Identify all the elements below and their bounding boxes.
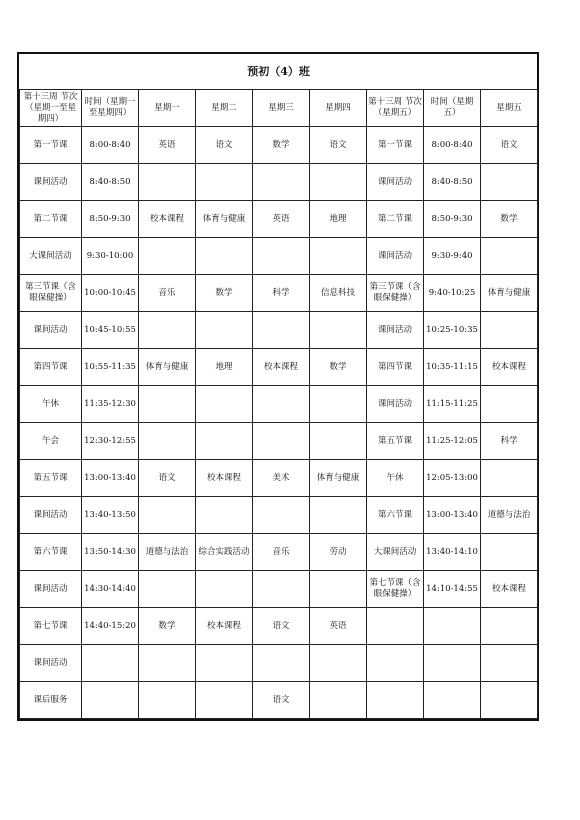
table-cell: 10:25-10:35 — [424, 312, 481, 349]
table-cell — [367, 608, 424, 645]
table-cell: 第五节课 — [367, 423, 424, 460]
page-title: 预初（4）班 — [20, 54, 538, 90]
table-cell: 课间活动 — [367, 238, 424, 275]
table-cell: 体育与健康 — [139, 349, 196, 386]
header-cell: 星期五 — [481, 90, 538, 127]
table-cell — [310, 682, 367, 719]
table-cell: 英语 — [139, 127, 196, 164]
table-cell: 第三节课（含眼保健操） — [20, 275, 82, 312]
table-row — [20, 164, 538, 201]
table-row — [20, 645, 538, 682]
table-cell: 第五节课 — [20, 460, 82, 497]
table-cell — [139, 571, 196, 608]
table-cell: 语文 — [481, 127, 538, 164]
table-cell — [310, 645, 367, 682]
table-cell: 8:50-9:30 — [82, 201, 139, 238]
table-cell: 数学 — [253, 127, 310, 164]
table-cell — [253, 238, 310, 275]
table-cell — [310, 238, 367, 275]
table-cell — [253, 312, 310, 349]
table-cell: 课间活动 — [367, 386, 424, 423]
table-row — [20, 386, 538, 423]
table-cell — [481, 682, 538, 719]
table-cell — [139, 423, 196, 460]
table-cell: 14:10-14:55 — [424, 571, 481, 608]
table-cell — [253, 386, 310, 423]
table-cell: 9:40-10:25 — [424, 275, 481, 312]
table-cell: 课间活动 — [20, 645, 82, 682]
table-cell: 8:00-8:40 — [82, 127, 139, 164]
table-cell — [139, 312, 196, 349]
table-cell: 体育与健康 — [196, 201, 253, 238]
table-row — [20, 497, 538, 534]
table-cell: 9:30-9:40 — [424, 238, 481, 275]
table-cell: 第四节课 — [367, 349, 424, 386]
timetable-sheet — [17, 52, 539, 721]
table-cell: 8:40-8:50 — [424, 164, 481, 201]
table-cell — [310, 312, 367, 349]
table-cell — [196, 312, 253, 349]
table-cell: 课间活动 — [20, 497, 82, 534]
header-cell: 第十三周 节次（星期一至星期四） — [20, 90, 82, 127]
table-cell — [196, 423, 253, 460]
table-cell: 校本课程 — [481, 349, 538, 386]
table-cell: 语文 — [253, 608, 310, 645]
table-cell: 道德与法治 — [139, 534, 196, 571]
table-cell — [481, 460, 538, 497]
table-row — [20, 349, 538, 386]
table-cell: 第四节课 — [20, 349, 82, 386]
table-cell: 第一节课 — [367, 127, 424, 164]
table-cell — [253, 571, 310, 608]
table-cell: 数学 — [310, 349, 367, 386]
header-cell: 星期四 — [310, 90, 367, 127]
table-cell: 课间活动 — [20, 571, 82, 608]
table-cell — [424, 682, 481, 719]
table-row — [20, 571, 538, 608]
table-cell — [481, 312, 538, 349]
table-row — [20, 460, 538, 497]
table-cell: 校本课程 — [481, 571, 538, 608]
table-cell: 课间活动 — [367, 312, 424, 349]
table-cell — [196, 497, 253, 534]
table-cell: 第六节课 — [20, 534, 82, 571]
table-cell — [310, 571, 367, 608]
table-cell: 课后服务 — [20, 682, 82, 719]
table-cell — [253, 645, 310, 682]
table-cell — [82, 645, 139, 682]
table-cell: 课间活动 — [20, 312, 82, 349]
table-cell — [424, 645, 481, 682]
table-cell: 12:05-13:00 — [424, 460, 481, 497]
table-cell: 校本课程 — [196, 608, 253, 645]
table-cell: 信息科技 — [310, 275, 367, 312]
table-cell — [196, 238, 253, 275]
table-cell: 综合实践活动 — [196, 534, 253, 571]
timetable — [19, 54, 538, 719]
table-cell — [481, 608, 538, 645]
table-cell: 13:40-14:10 — [424, 534, 481, 571]
table-cell: 数学 — [481, 201, 538, 238]
table-cell — [481, 238, 538, 275]
table-cell: 第七节课（含眼保健操） — [367, 571, 424, 608]
table-row — [20, 608, 538, 645]
table-cell: 科学 — [253, 275, 310, 312]
table-cell: 校本课程 — [139, 201, 196, 238]
table-cell — [82, 682, 139, 719]
table-cell: 体育与健康 — [310, 460, 367, 497]
table-cell — [481, 164, 538, 201]
header-cell: 星期三 — [253, 90, 310, 127]
table-cell: 大课间活动 — [20, 238, 82, 275]
header-cell: 第十三周 节次（星期五） — [367, 90, 424, 127]
table-row — [20, 127, 538, 164]
table-cell — [139, 645, 196, 682]
table-cell: 第二节课 — [20, 201, 82, 238]
table-cell: 道德与法治 — [481, 497, 538, 534]
table-cell — [139, 497, 196, 534]
table-cell: 8:00-8:40 — [424, 127, 481, 164]
table-cell: 科学 — [481, 423, 538, 460]
table-cell — [481, 534, 538, 571]
table-cell: 大课间活动 — [367, 534, 424, 571]
table-cell: 午会 — [20, 423, 82, 460]
table-cell: 英语 — [310, 608, 367, 645]
table-cell: 地理 — [310, 201, 367, 238]
table-cell: 第二节课 — [367, 201, 424, 238]
table-cell — [481, 645, 538, 682]
table-cell — [310, 497, 367, 534]
table-cell: 8:50-9:30 — [424, 201, 481, 238]
table-cell: 10:00-10:45 — [82, 275, 139, 312]
table-cell — [424, 608, 481, 645]
table-cell: 13:00-13:40 — [82, 460, 139, 497]
table-cell: 11:25-12:05 — [424, 423, 481, 460]
table-cell: 11:35-12:30 — [82, 386, 139, 423]
table-cell — [139, 164, 196, 201]
table-cell — [310, 386, 367, 423]
header-cell: 星期二 — [196, 90, 253, 127]
table-cell: 语文 — [253, 682, 310, 719]
table-cell: 数学 — [139, 608, 196, 645]
table-cell — [196, 386, 253, 423]
table-cell: 14:30-14:40 — [82, 571, 139, 608]
table-row — [20, 423, 538, 460]
table-cell: 午休 — [367, 460, 424, 497]
table-cell — [196, 164, 253, 201]
table-cell: 语文 — [310, 127, 367, 164]
table-cell — [139, 238, 196, 275]
table-cell: 课间活动 — [367, 164, 424, 201]
table-row — [20, 312, 538, 349]
table-cell: 第七节课 — [20, 608, 82, 645]
table-cell — [139, 682, 196, 719]
table-cell: 第三节课（含眼保健操） — [367, 275, 424, 312]
table-cell: 课间活动 — [20, 164, 82, 201]
table-cell: 10:35-11:15 — [424, 349, 481, 386]
table-cell: 语文 — [139, 460, 196, 497]
table-row — [20, 201, 538, 238]
table-cell: 13:00-13:40 — [424, 497, 481, 534]
table-cell — [196, 571, 253, 608]
table-cell: 10:45-10:55 — [82, 312, 139, 349]
table-cell: 10:55-11:35 — [82, 349, 139, 386]
table-cell: 13:40-13:50 — [82, 497, 139, 534]
table-cell: 9:30-10:00 — [82, 238, 139, 275]
table-cell: 第一节课 — [20, 127, 82, 164]
table-row — [20, 534, 538, 571]
table-cell: 13:50-14:30 — [82, 534, 139, 571]
table-cell: 体育与健康 — [481, 275, 538, 312]
table-cell — [196, 645, 253, 682]
table-cell: 语文 — [196, 127, 253, 164]
table-cell: 12:30-12:55 — [82, 423, 139, 460]
header-cell: 时间（星期五） — [424, 90, 481, 127]
table-cell — [253, 497, 310, 534]
table-row — [20, 275, 538, 312]
table-cell: 英语 — [253, 201, 310, 238]
table-cell: 数学 — [196, 275, 253, 312]
table-cell — [253, 423, 310, 460]
table-row — [20, 682, 538, 719]
table-cell: 音乐 — [139, 275, 196, 312]
table-cell — [481, 386, 538, 423]
table-cell: 14:40-15:20 — [82, 608, 139, 645]
table-cell: 8:40-8:50 — [82, 164, 139, 201]
table-cell — [367, 645, 424, 682]
table-cell — [310, 423, 367, 460]
table-row — [20, 238, 538, 275]
table-cell: 11:15-11:25 — [424, 386, 481, 423]
table-cell — [367, 682, 424, 719]
header-cell: 时间（星期一至星期四） — [82, 90, 139, 127]
header-cell: 星期一 — [139, 90, 196, 127]
table-cell: 劳动 — [310, 534, 367, 571]
table-cell: 校本课程 — [196, 460, 253, 497]
header-row — [20, 90, 538, 127]
table-cell — [253, 164, 310, 201]
table-cell — [310, 164, 367, 201]
table-cell: 校本课程 — [253, 349, 310, 386]
table-cell: 午休 — [20, 386, 82, 423]
table-cell: 第六节课 — [367, 497, 424, 534]
table-cell: 美术 — [253, 460, 310, 497]
table-cell: 地理 — [196, 349, 253, 386]
table-cell — [139, 386, 196, 423]
table-cell: 音乐 — [253, 534, 310, 571]
table-cell — [196, 682, 253, 719]
